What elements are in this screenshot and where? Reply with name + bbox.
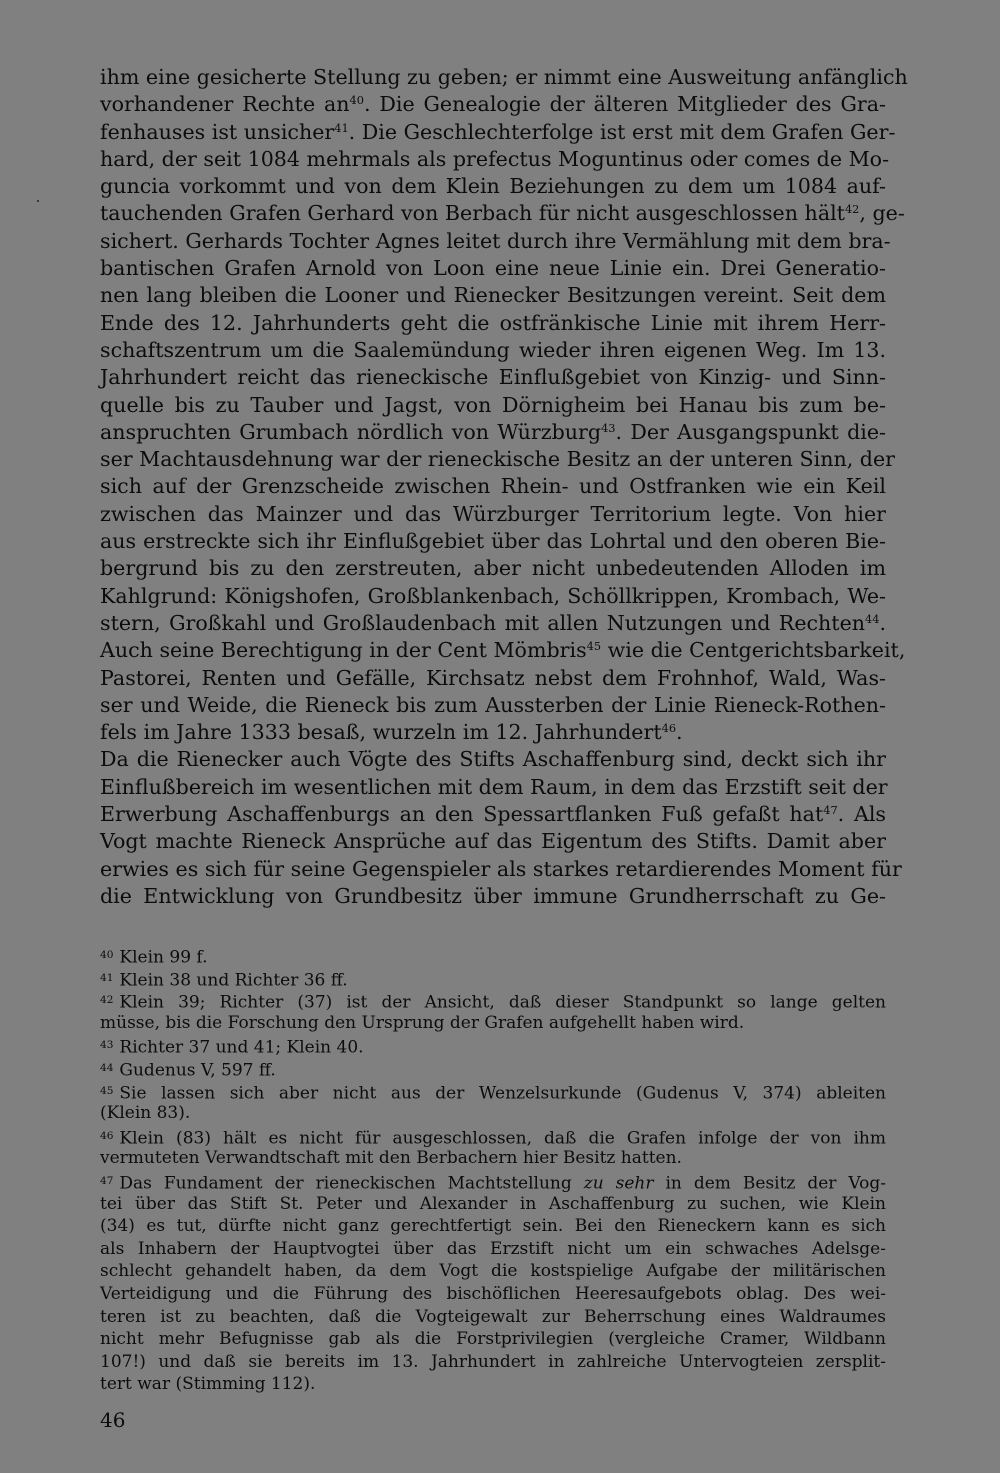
line-text: ihm eine gesicherte Stellung zu geben; er nimmt eine Ausweitung anfänglich bbox=[100, 65, 908, 89]
line-text-cont: . Die Genealogie der älteren Mitglieder des Gra- bbox=[363, 92, 886, 117]
line-text: nen lang bleiben die Looner und Rienecker Besitzungen vereint. Seit dem bbox=[100, 283, 886, 308]
line-text: Pastorei, Renten und Gefälle, Kirchsatz nebst dem Frohnhof, Wald, Was- bbox=[100, 665, 886, 690]
footnote-line bbox=[100, 1373, 886, 1396]
footnote-text: müsse, bis die Forschung den Ursprung der Grafen aufgehellt haben wird. bbox=[100, 1012, 745, 1033]
footnote-text: Richter 37 und 41; Klein 40. bbox=[119, 1038, 364, 1059]
line-text-cont: . Die Geschlechterfolge ist erst mit dem Grafen Ger- bbox=[348, 119, 896, 144]
text-line bbox=[100, 119, 896, 146]
footnote-line bbox=[100, 1147, 886, 1170]
line-text: sich auf der Grenzscheide zwischen Rhein- und Ostfranken wie ein Keil bbox=[100, 474, 886, 499]
line-text: guncia vorkommt und von dem Klein Beziehungen zu dem um 1084 auf- bbox=[100, 174, 886, 199]
text-line bbox=[100, 665, 886, 692]
footnote-ref: 45 bbox=[586, 639, 602, 654]
line-text-cont: . Der Ausgangspunkt die- bbox=[615, 419, 886, 444]
line-text: Erwerbung Aschaffenburgs an den Spessartflanken Fuß gefaßt hat bbox=[100, 802, 824, 827]
footnote-line bbox=[100, 1125, 886, 1148]
footnote-text: Das Fundament der rieneckischen Machtstellung bbox=[119, 1173, 584, 1194]
footnote-text: als Inhabern der Hauptvogtei über das Erzstift nicht um ein schwaches Adelsge- bbox=[100, 1238, 886, 1259]
footnote-ref: 47 bbox=[823, 803, 838, 818]
text-line bbox=[100, 637, 906, 664]
line-text: sichert. Gerhards Tochter Agnes leitet durch ihre Vermählung mit dem bra- bbox=[100, 228, 891, 253]
footnote-text: Klein 38 und Richter 36 ff. bbox=[119, 970, 348, 991]
footnote-text: Klein 39; Richter (37) ist der Ansicht, daß dieser Standpunkt so lange gelten bbox=[119, 992, 886, 1013]
footnote-number: 45 bbox=[100, 1084, 114, 1097]
line-text: Einflußbereich im wesentlichen mit dem Raum, in dem das Erzstift seit der bbox=[100, 774, 888, 799]
footnote-text: vermuteten Verwandtschaft mit den Berbachern hier Besitz hatten. bbox=[100, 1148, 682, 1169]
line-text: hard, der seit 1084 mehrmals als prefectus Moguntinus oder comes de Mo- bbox=[100, 146, 890, 171]
text-line bbox=[100, 364, 886, 391]
footnote-number: 41 bbox=[100, 971, 114, 984]
line-text: zwischen das Mainzer und das Würzburger Territorium legte. Von hier bbox=[100, 501, 886, 526]
footnote-text-cont: in dem Besitz der Vog- bbox=[653, 1173, 886, 1194]
footnote-number: 40 bbox=[100, 949, 114, 961]
footnote-line bbox=[100, 1012, 886, 1035]
line-text: schaftszentrum um die Saalemündung wieder ihren eigenen Weg. Im 13. bbox=[100, 337, 886, 362]
footnote-line bbox=[100, 1283, 886, 1306]
footnote-text: teren ist zu beachten, daß die Vogteigewalt zur Beherrschung eines Waldraumes bbox=[100, 1306, 886, 1327]
text-line bbox=[100, 501, 886, 528]
footnote-number: 42 bbox=[100, 994, 114, 1007]
line-text: Jahrhundert reicht das rieneckische Einflußgebiet von Kinzig- und Sinn- bbox=[100, 365, 886, 390]
footnote-emphasis: zu sehr bbox=[583, 1173, 654, 1194]
text-line bbox=[100, 64, 908, 91]
line-text: vorhandener Rechte an bbox=[100, 92, 350, 117]
footnote-ref: 44 bbox=[865, 612, 880, 627]
line-text: Vogt machte Rieneck Ansprüche auf das Eigentum des Stifts. Damit aber bbox=[100, 829, 886, 854]
footnote-ref: 42 bbox=[844, 202, 860, 217]
text-line bbox=[100, 255, 886, 282]
line-text-cont: . Als bbox=[837, 802, 886, 827]
line-text: Auch seine Berechtigung in der Cent Mömbris bbox=[100, 638, 587, 663]
text-line bbox=[100, 146, 890, 173]
footnotes bbox=[100, 944, 886, 1396]
text-line bbox=[100, 746, 886, 773]
footnote-number: 44 bbox=[100, 1061, 114, 1074]
line-text: fenhauses ist unsicher bbox=[100, 119, 335, 144]
line-text: die Entwicklung von Grundbesitz über immune Grundherrschaft zu Ge- bbox=[100, 883, 886, 908]
line-text: erwies es sich für seine Gegenspieler als starkes retardierendes Moment für bbox=[100, 856, 902, 881]
footnote-ref: 43 bbox=[601, 421, 616, 436]
footnote-line bbox=[100, 1306, 886, 1329]
footnote-text: tei über das Stift St. Peter und Alexander in Aschaffenburg zu suchen, wie Klein bbox=[100, 1193, 886, 1214]
footnote-line bbox=[100, 1351, 886, 1374]
line-text: fels im Jahre 1333 besaß, wurzeln im 12. Jahrhundert bbox=[100, 720, 662, 745]
footnote-line bbox=[100, 989, 886, 1012]
line-text: quelle bis zu Tauber und Jagst, von Dörnigheim bei Hanau bis zum be- bbox=[100, 392, 886, 417]
footnote-line bbox=[100, 944, 886, 967]
footnote-text: schlecht gehandelt haben, da dem Vogt die kostspielige Aufgabe der militärischen bbox=[100, 1261, 886, 1282]
text-line bbox=[100, 419, 886, 446]
footnote-number: 47 bbox=[100, 1174, 114, 1187]
footnote-line bbox=[100, 1080, 886, 1103]
footnote-text: 107!) und daß sie bereits im 13. Jahrhundert in zahlreiche Untervogteien zersplit- bbox=[100, 1351, 886, 1372]
footnote-line bbox=[100, 1215, 886, 1238]
line-text: ser Machtausdehnung war der rieneckische Besitz an der unteren Sinn, der bbox=[100, 447, 896, 472]
text-line bbox=[100, 583, 886, 610]
text-line bbox=[100, 801, 886, 828]
body-text bbox=[100, 64, 908, 910]
footnote-text: (34) es tut, dürfte nicht ganz gerechtfertigt sein. Bei den Rieneckern kann es sich bbox=[100, 1216, 886, 1237]
text-line bbox=[100, 282, 886, 309]
line-text-cont: wie die Centgerichtsbarkeit, bbox=[601, 638, 906, 663]
scan-speck bbox=[37, 200, 39, 202]
text-line bbox=[100, 610, 886, 637]
line-text-cont: . bbox=[879, 610, 886, 635]
text-line bbox=[100, 446, 896, 473]
footnote-text: Sie lassen sich aber nicht aus der Wenzelsurkunde (Gudenus V, 374) ableiten bbox=[119, 1083, 886, 1104]
footnote-number: 43 bbox=[100, 1039, 114, 1052]
text-line bbox=[100, 692, 886, 719]
text-line bbox=[100, 528, 886, 555]
footnote-line bbox=[100, 1238, 886, 1261]
text-line bbox=[100, 828, 886, 855]
footnote-line bbox=[100, 1328, 886, 1351]
line-text: Da die Rienecker auch Vögte des Stifts Aschaffenburg sind, deckt sich ihr bbox=[100, 747, 886, 772]
footnote-text: Gudenus V, 597 ff. bbox=[119, 1060, 276, 1081]
text-line bbox=[100, 883, 886, 910]
line-text: bantischen Grafen Arnold von Loon eine neue Linie ein. Drei Generatio- bbox=[100, 256, 886, 281]
text-line bbox=[100, 310, 886, 337]
footnote-text: Klein (83) hält es nicht für ausgeschlossen, daß die Grafen infolge der von ihm bbox=[119, 1128, 886, 1149]
footnote-text: (Klein 83). bbox=[100, 1103, 191, 1124]
line-text: aus erstreckte sich ihr Einflußgebiet über das Lohrtal und den oberen Bie- bbox=[100, 529, 886, 554]
footnote-line bbox=[100, 1034, 886, 1057]
text-line bbox=[100, 392, 886, 419]
text-line bbox=[100, 774, 886, 801]
line-text: Ende des 12. Jahrhunderts geht die ostfränkische Linie mit ihrem Herr- bbox=[100, 310, 886, 335]
footnote-ref: 40 bbox=[349, 93, 364, 108]
footnote-text: Klein 99 f. bbox=[119, 947, 208, 968]
line-text: ser und Weide, die Rieneck bis zum Aussterben der Linie Rieneck-Rothen- bbox=[100, 692, 886, 717]
footnote-number: 46 bbox=[100, 1129, 114, 1142]
line-text: Kahlgrund: Königshofen, Großblankenbach, Schöllkrippen, Krombach, We- bbox=[100, 583, 886, 608]
text-line bbox=[100, 719, 886, 746]
text-line bbox=[100, 200, 905, 227]
text-line bbox=[100, 91, 886, 118]
text-line bbox=[100, 856, 902, 883]
footnote-line bbox=[100, 1057, 886, 1080]
footnote-line bbox=[100, 967, 886, 990]
footnote-text: Verteidigung und die Führung des bischöflichen Heeresaufgebots oblag. Des wei- bbox=[100, 1283, 886, 1304]
line-text-cont: , ge- bbox=[859, 201, 905, 226]
footnote-line bbox=[100, 1260, 886, 1283]
text-line bbox=[100, 173, 886, 200]
line-text: tauchenden Grafen Gerhard von Berbach für nicht ausgeschlossen hält bbox=[100, 201, 845, 226]
text-line bbox=[100, 473, 886, 500]
footnote-text: nicht mehr Befugnisse gab als die Forstprivilegien (vergleiche Cramer, Wildbann bbox=[100, 1329, 886, 1350]
line-text: stern, Großkahl und Großlaudenbach mit allen Nutzungen und Rechten bbox=[100, 610, 866, 635]
line-text: anspruchten Grumbach nördlich von Würzburg bbox=[100, 419, 602, 444]
line-text: bergrund bis zu den zerstreuten, aber nicht unbedeutenden Alloden im bbox=[100, 556, 886, 581]
footnote-line bbox=[100, 1193, 886, 1216]
text-line bbox=[100, 555, 886, 582]
footnote-ref: 41 bbox=[334, 120, 349, 135]
footnote-line bbox=[100, 1102, 886, 1125]
page-number: 46 bbox=[100, 1408, 126, 1432]
line-text-cont: . bbox=[676, 720, 683, 745]
text-line bbox=[100, 228, 891, 255]
footnote-text: tert war (Stimming 112). bbox=[100, 1374, 316, 1395]
text-line bbox=[100, 337, 886, 364]
footnote-line bbox=[100, 1170, 886, 1193]
footnote-ref: 46 bbox=[661, 721, 677, 736]
